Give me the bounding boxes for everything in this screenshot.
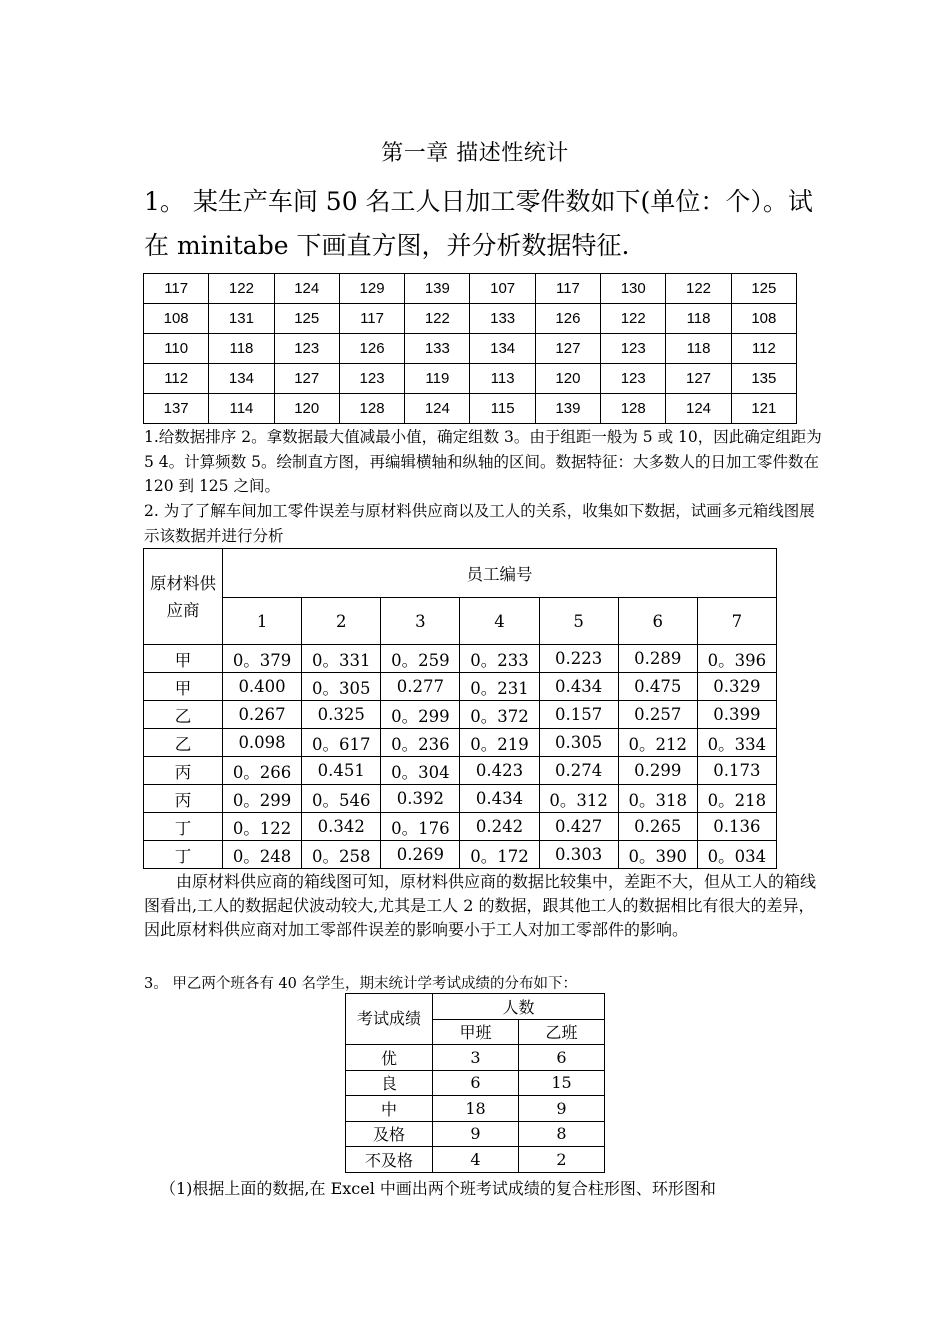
table-row (346, 1096, 605, 1122)
count-cell: 9 (433, 1121, 519, 1147)
chapter-title: 第一章 描述性统计 (381, 141, 569, 166)
table-cell: 0.329 (697, 673, 776, 701)
table-cell: 0。390 (618, 841, 697, 869)
table-cell: 118 (209, 334, 274, 364)
table-cell: 0。396 (697, 645, 776, 673)
table-cell: 107 (470, 274, 535, 304)
table-cell: 112 (144, 364, 209, 394)
employee-number: 5 (539, 598, 618, 645)
table-row (144, 304, 797, 334)
table-cell: 0。212 (618, 729, 697, 757)
table-cell: 134 (470, 334, 535, 364)
count-cell: 6 (519, 1045, 605, 1071)
table-cell: 0。617 (302, 729, 381, 757)
table-cell: 0。372 (460, 701, 539, 729)
table-cell: 115 (470, 394, 535, 424)
table-cell: 130 (601, 274, 666, 304)
employee-number: 2 (302, 598, 381, 645)
table-cell: 0.267 (223, 701, 302, 729)
table-cell: 0。172 (460, 841, 539, 869)
table-cell: 0.325 (302, 701, 381, 729)
table-cell: 0。299 (223, 785, 302, 813)
table-cell: 134 (209, 364, 274, 394)
table-cell: 133 (405, 334, 470, 364)
table-row (144, 785, 777, 813)
table-cell: 127 (666, 364, 731, 394)
class-a-header: 甲班 (433, 1019, 519, 1045)
grade-cell: 优 (346, 1045, 433, 1071)
table-cell: 123 (274, 334, 339, 364)
table-cell: 117 (535, 274, 600, 304)
table-cell: 0.274 (539, 757, 618, 785)
table-cell: 0.434 (460, 785, 539, 813)
table-cell: 124 (405, 394, 470, 424)
table-cell: 0.475 (618, 673, 697, 701)
supplier-cell: 丁 (144, 813, 223, 841)
table-cell: 0.399 (697, 701, 776, 729)
table-cell: 127 (274, 364, 339, 394)
employee-number: 4 (460, 598, 539, 645)
supplier-cell: 甲 (144, 673, 223, 701)
supplier-cell: 甲 (144, 645, 223, 673)
table-cell: 123 (339, 364, 404, 394)
table-cell: 112 (731, 334, 796, 364)
table-cell: 0.277 (381, 673, 460, 701)
question-1-text: 1。 某生产车间 50 名工人日加工零件数如下(单位：个）。试在 minitabe 下画直方图，并分析数据特征. (144, 187, 813, 260)
table-cell: 0。236 (381, 729, 460, 757)
table-cell: 139 (535, 394, 600, 424)
table-cell: 0.303 (539, 841, 618, 869)
employee-number: 7 (697, 598, 776, 645)
error-data-table (143, 548, 777, 869)
question-2-text: 2. 为了了解车间加工零件误差与原材料供应商以及工人的关系，收集如下数据，试画多元箱线图展示该数据并进行分析 (144, 502, 815, 545)
table-cell: 0.423 (460, 757, 539, 785)
count-header: 人数 (433, 994, 605, 1020)
table-cell: 114 (209, 394, 274, 424)
table-cell: 118 (666, 304, 731, 334)
table-cell: 0。259 (381, 645, 460, 673)
question-1-answer: 1.给数据排序 2。拿数据最大值减最小值，确定组数 3。由于组距一般为 5 或 10，因此确定组距为 5 4。计算频数 5。绘制直方图，再编辑横轴和纵轴的区间。数据特征：大多数人的日加工零件数在 120 到 125 之间。 (144, 428, 822, 495)
table-cell: 0.299 (618, 757, 697, 785)
table-row (144, 757, 777, 785)
parts-count-table (143, 273, 797, 424)
class-b-header: 乙班 (519, 1019, 605, 1045)
grade-cell: 不及格 (346, 1147, 433, 1173)
table-cell: 0.157 (539, 701, 618, 729)
table-row (144, 673, 777, 701)
table-cell: 119 (405, 364, 470, 394)
employee-number: 1 (223, 598, 302, 645)
table-cell: 122 (405, 304, 470, 334)
table-cell: 108 (731, 304, 796, 334)
table-cell: 122 (209, 274, 274, 304)
count-cell: 9 (519, 1096, 605, 1122)
table-cell: 123 (601, 364, 666, 394)
table-row (144, 841, 777, 869)
table-cell: 120 (535, 364, 600, 394)
table-row (346, 1121, 605, 1147)
table-cell: 0。299 (381, 701, 460, 729)
table-cell: 110 (144, 334, 209, 364)
table-cell: 128 (601, 394, 666, 424)
table-cell: 0.342 (302, 813, 381, 841)
table-cell: 139 (405, 274, 470, 304)
table-cell: 127 (535, 334, 600, 364)
supplier-cell: 乙 (144, 729, 223, 757)
grade-cell: 良 (346, 1070, 433, 1096)
table-cell: 118 (666, 334, 731, 364)
table-cell: 129 (339, 274, 404, 304)
table-cell: 113 (470, 364, 535, 394)
table-cell: 0。334 (697, 729, 776, 757)
table-row (144, 701, 777, 729)
count-cell: 15 (519, 1070, 605, 1096)
employee-number: 6 (618, 598, 697, 645)
table-row (346, 1045, 605, 1071)
table-cell: 0.427 (539, 813, 618, 841)
table-cell: 126 (535, 304, 600, 334)
table-row (346, 1070, 605, 1096)
table-cell: 123 (601, 334, 666, 364)
count-cell: 6 (433, 1070, 519, 1096)
table-cell: 0。258 (302, 841, 381, 869)
table-cell: 108 (144, 304, 209, 334)
table-cell: 0。305 (302, 673, 381, 701)
table-cell: 0。233 (460, 645, 539, 673)
table-row (144, 645, 777, 673)
table-cell: 0。218 (697, 785, 776, 813)
table-cell: 121 (731, 394, 796, 424)
table-cell: 0.434 (539, 673, 618, 701)
table-row (144, 394, 797, 424)
table-cell: 0.173 (697, 757, 776, 785)
supplier-cell: 乙 (144, 701, 223, 729)
table-cell: 131 (209, 304, 274, 334)
table-cell: 133 (470, 304, 535, 334)
count-cell: 4 (433, 1147, 519, 1173)
table-cell: 0.289 (618, 645, 697, 673)
table-cell: 0。331 (302, 645, 381, 673)
table-cell: 0。304 (381, 757, 460, 785)
table-row (144, 813, 777, 841)
table-cell: 125 (731, 274, 796, 304)
table-cell: 0。312 (539, 785, 618, 813)
count-cell: 18 (433, 1096, 519, 1122)
table-cell: 0。379 (223, 645, 302, 673)
table-cell: 135 (731, 364, 796, 394)
question-3-sub-1: （1)根据上面的数据,在 Excel 中画出两个班考试成绩的复合柱形图、环形图和 (160, 1179, 716, 1198)
table-cell: 126 (339, 334, 404, 364)
table-cell: 0.098 (223, 729, 302, 757)
table-cell: 125 (274, 304, 339, 334)
table-cell: 137 (144, 394, 209, 424)
table-row (144, 334, 797, 364)
table-cell: 0.265 (618, 813, 697, 841)
table-cell: 0。219 (460, 729, 539, 757)
count-cell: 2 (519, 1147, 605, 1173)
grade-cell: 及格 (346, 1121, 433, 1147)
count-cell: 8 (519, 1121, 605, 1147)
table-cell: 0。318 (618, 785, 697, 813)
table-cell: 0。034 (697, 841, 776, 869)
table-cell: 0.400 (223, 673, 302, 701)
table-cell: 0。546 (302, 785, 381, 813)
table-cell: 117 (144, 274, 209, 304)
grade-header: 考试成绩 (346, 994, 433, 1045)
table-cell: 122 (601, 304, 666, 334)
table-cell: 0.305 (539, 729, 618, 757)
supplier-cell: 丙 (144, 785, 223, 813)
table-cell: 0。248 (223, 841, 302, 869)
table-cell: 0.392 (381, 785, 460, 813)
table-cell: 0。266 (223, 757, 302, 785)
table-row (144, 274, 797, 304)
question-3-text: 3。 甲乙两个班各有 40 名学生，期末统计学考试成绩的分布如下： (144, 976, 578, 992)
table-cell: 128 (339, 394, 404, 424)
table-cell: 0.451 (302, 757, 381, 785)
employee-header: 员工编号 (223, 549, 777, 598)
table-cell: 124 (666, 394, 731, 424)
table-cell: 0.223 (539, 645, 618, 673)
count-cell: 3 (433, 1045, 519, 1071)
supplier-header: 原材料供应商 (144, 549, 223, 645)
supplier-cell: 丙 (144, 757, 223, 785)
table-cell: 0。231 (460, 673, 539, 701)
grade-cell: 中 (346, 1096, 433, 1122)
question-2-answer: 由原材料供应商的箱线图可知，原材料供应商的数据比较集中，差距不大，但从工人的箱线图看出,工人的数据起伏波动较大,尤其是工人 2 的数据，跟其他工人的数据相比有很大的差异，因此原材料供应商对加工零部件误差的影响要小于工人对加工零部件的影响。 (144, 872, 817, 939)
table-cell: 0。122 (223, 813, 302, 841)
table-cell: 0.257 (618, 701, 697, 729)
grade-distribution-table (345, 993, 605, 1173)
table-row (144, 729, 777, 757)
employee-number: 3 (381, 598, 460, 645)
table-cell: 120 (274, 394, 339, 424)
table-cell: 0.242 (460, 813, 539, 841)
supplier-cell: 丁 (144, 841, 223, 869)
table-cell: 122 (666, 274, 731, 304)
table-cell: 124 (274, 274, 339, 304)
table-row (346, 1147, 605, 1173)
table-cell: 0.136 (697, 813, 776, 841)
table-cell: 0.269 (381, 841, 460, 869)
table-row (144, 364, 797, 394)
table-cell: 117 (339, 304, 404, 334)
table-cell: 0。176 (381, 813, 460, 841)
